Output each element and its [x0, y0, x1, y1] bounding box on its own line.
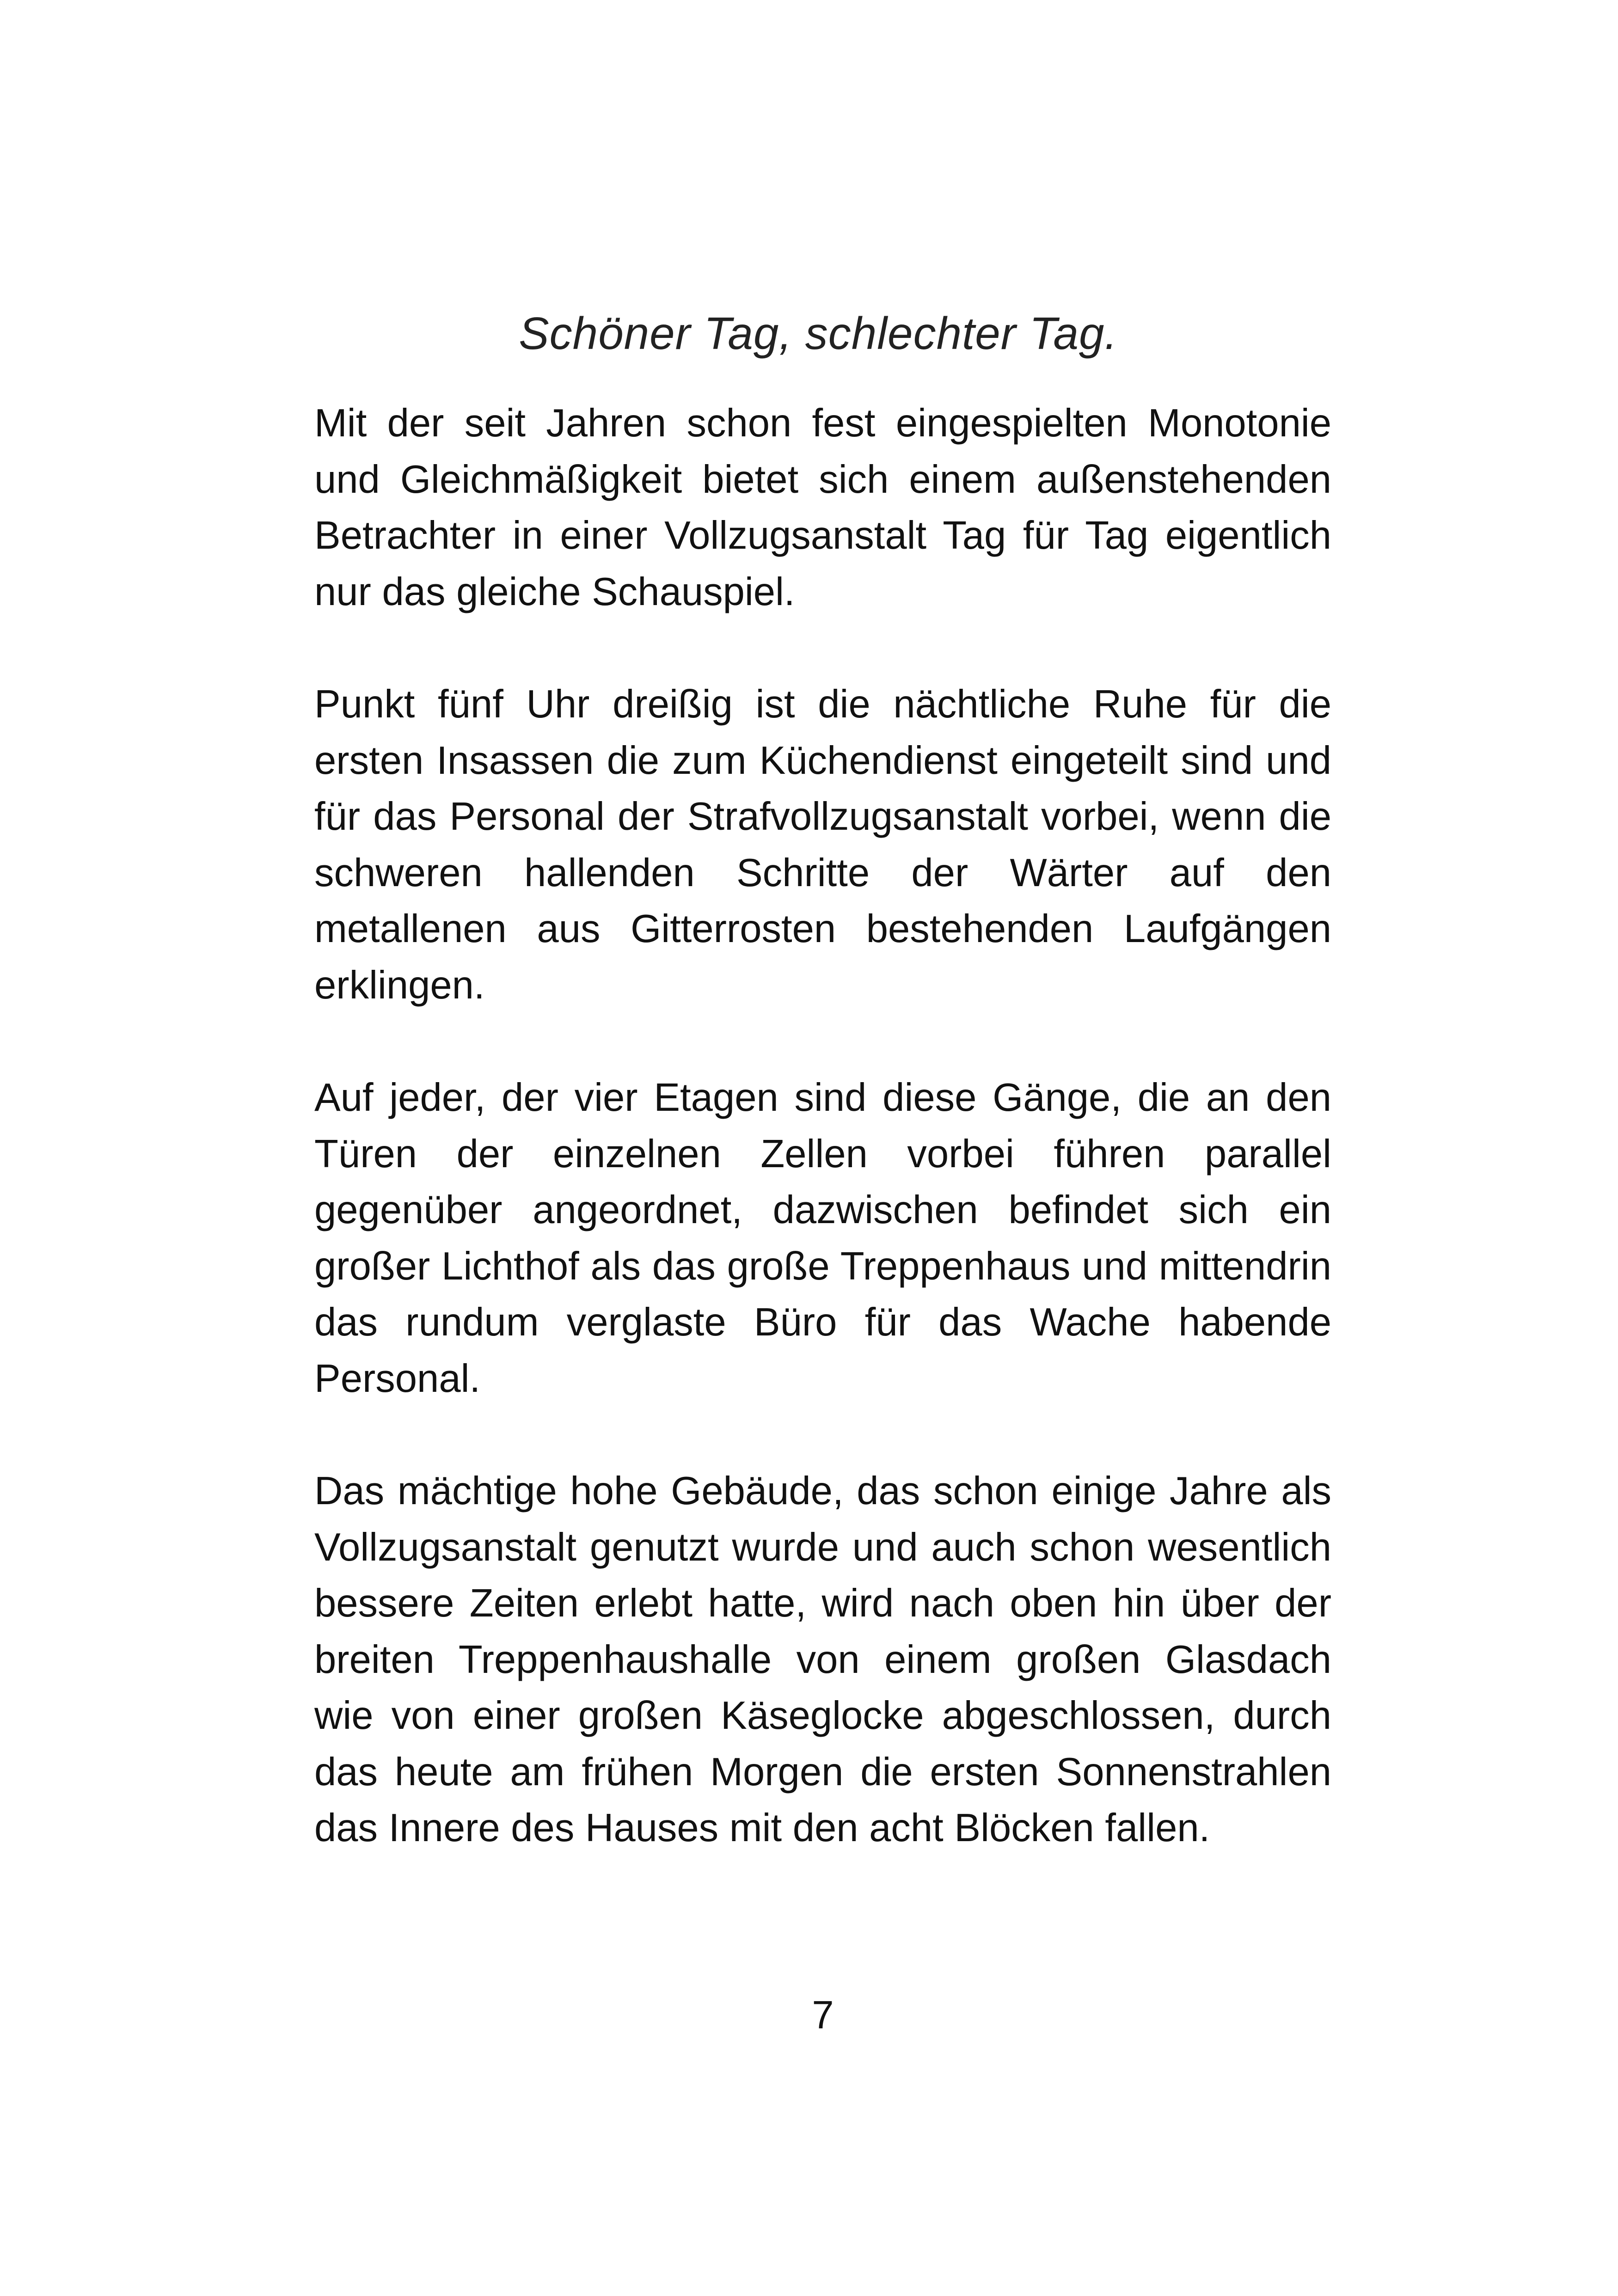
paragraph-4: Das mächtige hohe Gebäude, das schon einige Jahre als Vollzugsanstalt genutzt wurde und auch schon wesentlich bessere Zeiten erlebt hatte, wird nach oben hin über der breiten Treppenhaushalle von einem großen Glasdach wie von einer großen Käseglocke abgeschlossen, durch das heute am frühen Morgen die ersten Sonnenstrahlen das Innere des Hauses mit den acht Blöcken fallen. [314, 1469, 1331, 1850]
paragraph-3: Auf jeder, der vier Etagen sind diese Gänge, die an den Türen der einzelnen Zellen vorbei führen parallel gegenüber angeordnet, dazwischen befindet sich ein großer Lichthof als das große Treppenhaus und mittendrin das rundum verglaste Büro für das Wache habende Personal. [314, 1076, 1331, 1401]
paragraph-2: Punkt fünf Uhr dreißig ist die nächtliche Ruhe für die ersten Insassen die zum Küchendienst eingeteilt sind und für das Personal der Strafvollzugsanstalt vorbei, wenn die schweren hallenden Schritte der Wärter auf den metallenen aus Gitterrosten bestehenden Laufgängen erklingen. [314, 682, 1331, 1007]
paragraph-1: Mit der seit Jahren schon fest eingespielten Monotonie und Gleichmäßigkeit bietet sich einem außenstehenden Betrachter in einer Vollzugsanstalt Tag für Tag eigentlich nur das gleiche Schauspiel. [314, 401, 1331, 614]
page-number: 7 [812, 1993, 834, 2037]
body-text [314, 395, 1331, 1856]
chapter-title: Schöner Tag, schlechter Tag. [519, 307, 1118, 359]
